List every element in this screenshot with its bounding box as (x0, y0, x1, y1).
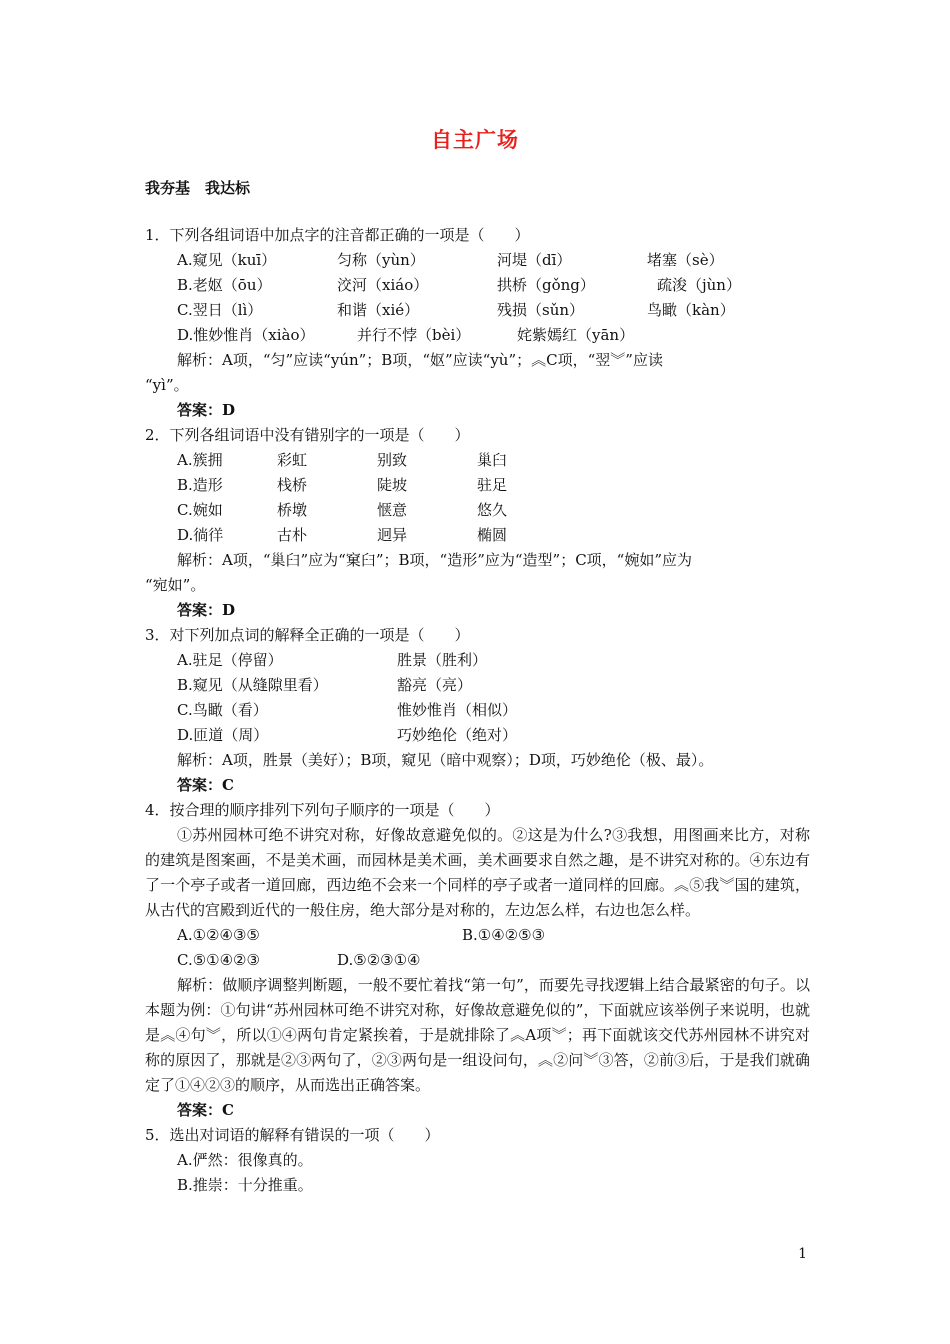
option-text: 迥异 (377, 526, 408, 544)
section-heading: 我夯基 我达标 (145, 179, 251, 197)
option-row-cd (145, 948, 810, 973)
option-row-d (145, 523, 810, 548)
option-text: C.翌日（lì） (177, 301, 263, 319)
option-row-d (145, 323, 810, 348)
question-stem: 3．对下列加点词的解释全正确的一项是（ ） (145, 626, 470, 644)
option-row-a (145, 648, 810, 673)
option-text: 椭圆 (477, 526, 508, 544)
option-text: A.簇拥 (177, 451, 223, 469)
analysis-text: 解析：A项，胜景（美好）；B项，窥见（暗中观察）；D项，巧妙绝伦（极、最）。 (177, 751, 714, 769)
option-text: 桥墩 (277, 501, 308, 519)
answer-text: 答案：D (177, 601, 236, 619)
option-text: 拱桥（gǒng） (497, 276, 595, 294)
option-row-b (145, 673, 810, 698)
option-text: 堵塞（sè） (647, 251, 724, 269)
answer-text: 答案：D (177, 401, 236, 419)
option-text: 鸟瞰（kàn） (647, 301, 735, 319)
option-text: 姹紫嫣红（yān） (517, 326, 635, 344)
option-text: 巢臼 (477, 451, 508, 469)
answer-text: 答案：C (177, 1101, 234, 1119)
question-stem: 2．下列各组词语中没有错别字的一项是（ ） (145, 426, 470, 444)
option-text: C.⑤①④②③ (177, 951, 260, 969)
option-text: B.老妪（ōu） (177, 276, 272, 294)
page-number: 1 (798, 1246, 807, 1262)
analysis-text: 解析：A项，“巢臼”应为“窠臼”；B项，“造形”应为“造型”；C项，“婉如”应为 (177, 551, 693, 569)
option-text: 巧妙绝伦（绝对） (397, 726, 518, 744)
question-2 (145, 423, 810, 623)
question-list (145, 223, 810, 1198)
option-text: 匀称（yùn） (337, 251, 425, 269)
option-a: A.俨然：很像真的。 (177, 1151, 313, 1169)
option-text: B.窥见（从缝隙里看） (177, 676, 328, 694)
option-text: 彩虹 (277, 451, 308, 469)
option-text: 河堤（dī） (497, 251, 572, 269)
answer-text: 答案：C (177, 776, 234, 794)
option-b: B.推崇：十分推重。 (177, 1176, 313, 1194)
page-title: 自主广场 (431, 127, 519, 152)
question-stem: 4．按合理的顺序排列下列句子顺序的一项是（ ） (145, 801, 500, 819)
option-text: A.驻足（停留） (177, 651, 283, 669)
option-text: D.徜徉 (177, 526, 224, 544)
analysis-text-continued: “yì”。 (145, 376, 189, 394)
option-text: D.⑤②③①④ (337, 951, 421, 969)
option-text: 惬意 (377, 501, 408, 519)
option-text: 栈桥 (277, 476, 308, 494)
analysis-text: 解析：做顺序调整判断题，一般不要忙着找“第一句”，而要先寻找逻辑上结合最紧密的句子。以本题为例：①句讲“苏州园林可绝不讲究对称，好像故意避免似的”，下面就应该举例子来说明，也就是︽④句︾，所以①④两句肯定紧挨着，于是就排除了︽A项︾；再下面就该交代苏州园林不讲究对称的原因了，那就是②③两句了，②③两句是一组设问句，︽②问︾③答，②前③后，于是我们就确定了①④②③的顺序，从而选出正确答案。 (145, 976, 810, 1094)
option-text: 和谐（xié） (337, 301, 420, 319)
analysis-text: 解析：A项，“匀”应读“yún”；B项，“妪”应读“yù”；︽C项，“翌︾”应读 (177, 351, 663, 369)
analysis-text-continued: “宛如”。 (145, 576, 206, 594)
option-row-c (145, 698, 810, 723)
question-3 (145, 623, 810, 798)
option-text: 古朴 (277, 526, 308, 544)
option-text: B.造形 (177, 476, 223, 494)
option-text: 残损（sǔn） (497, 301, 585, 319)
option-text: 豁亮（亮） (397, 676, 473, 694)
question-1 (145, 223, 810, 423)
option-text: D.匝道（周） (177, 726, 269, 744)
option-row-c (145, 298, 810, 323)
option-text: 洨河（xiáo） (337, 276, 429, 294)
question-5 (145, 1123, 810, 1198)
option-row-b (145, 273, 810, 298)
question-4 (145, 798, 810, 1123)
passage-text: ①苏州园林可绝不讲究对称，好像故意避免似的。②这是为什么?③我想，用图画来比方，对称的建筑是图案画，不是美术画，而园林是美术画，美术画要求自然之趣，是不讲究对称的。④东边有了一个亭子或者一道回廊，西边绝不会来一个同样的亭子或者一道同样的回廊。︽⑤我︾国的建筑，从古代的宫殿到近代的一般住房，绝大部分是对称的，左边怎么样，右边也怎么样。 (145, 826, 810, 919)
option-text: 陡坡 (377, 476, 408, 494)
option-text: 疏浚（jùn） (657, 276, 741, 294)
option-row-a (145, 248, 810, 273)
option-row-a (145, 448, 810, 473)
option-text: 胜景（胜利） (397, 651, 488, 669)
option-text: 驻足 (477, 476, 508, 494)
option-text: 并行不悖（bèi） (357, 326, 471, 344)
option-text: 悠久 (477, 501, 508, 519)
option-text: A.①②④③⑤ (177, 926, 260, 944)
option-row-d (145, 723, 810, 748)
option-row-ab (145, 923, 810, 948)
option-text: 惟妙惟肖（相似） (397, 701, 518, 719)
option-text: C.鸟瞰（看） (177, 701, 268, 719)
option-text: C.婉如 (177, 501, 223, 519)
option-text: 别致 (377, 451, 408, 469)
question-stem: 5．选出对词语的解释有错误的一项（ ） (145, 1126, 440, 1144)
question-stem: 1．下列各组词语中加点字的注音都正确的一项是（ ） (145, 226, 530, 244)
option-row-c (145, 498, 810, 523)
option-row-b (145, 473, 810, 498)
option-text: A.窥见（kuī） (177, 251, 277, 269)
option-text: B.①④②⑤③ (462, 926, 546, 944)
option-text: D.惟妙惟肖（xiào） (177, 326, 315, 344)
